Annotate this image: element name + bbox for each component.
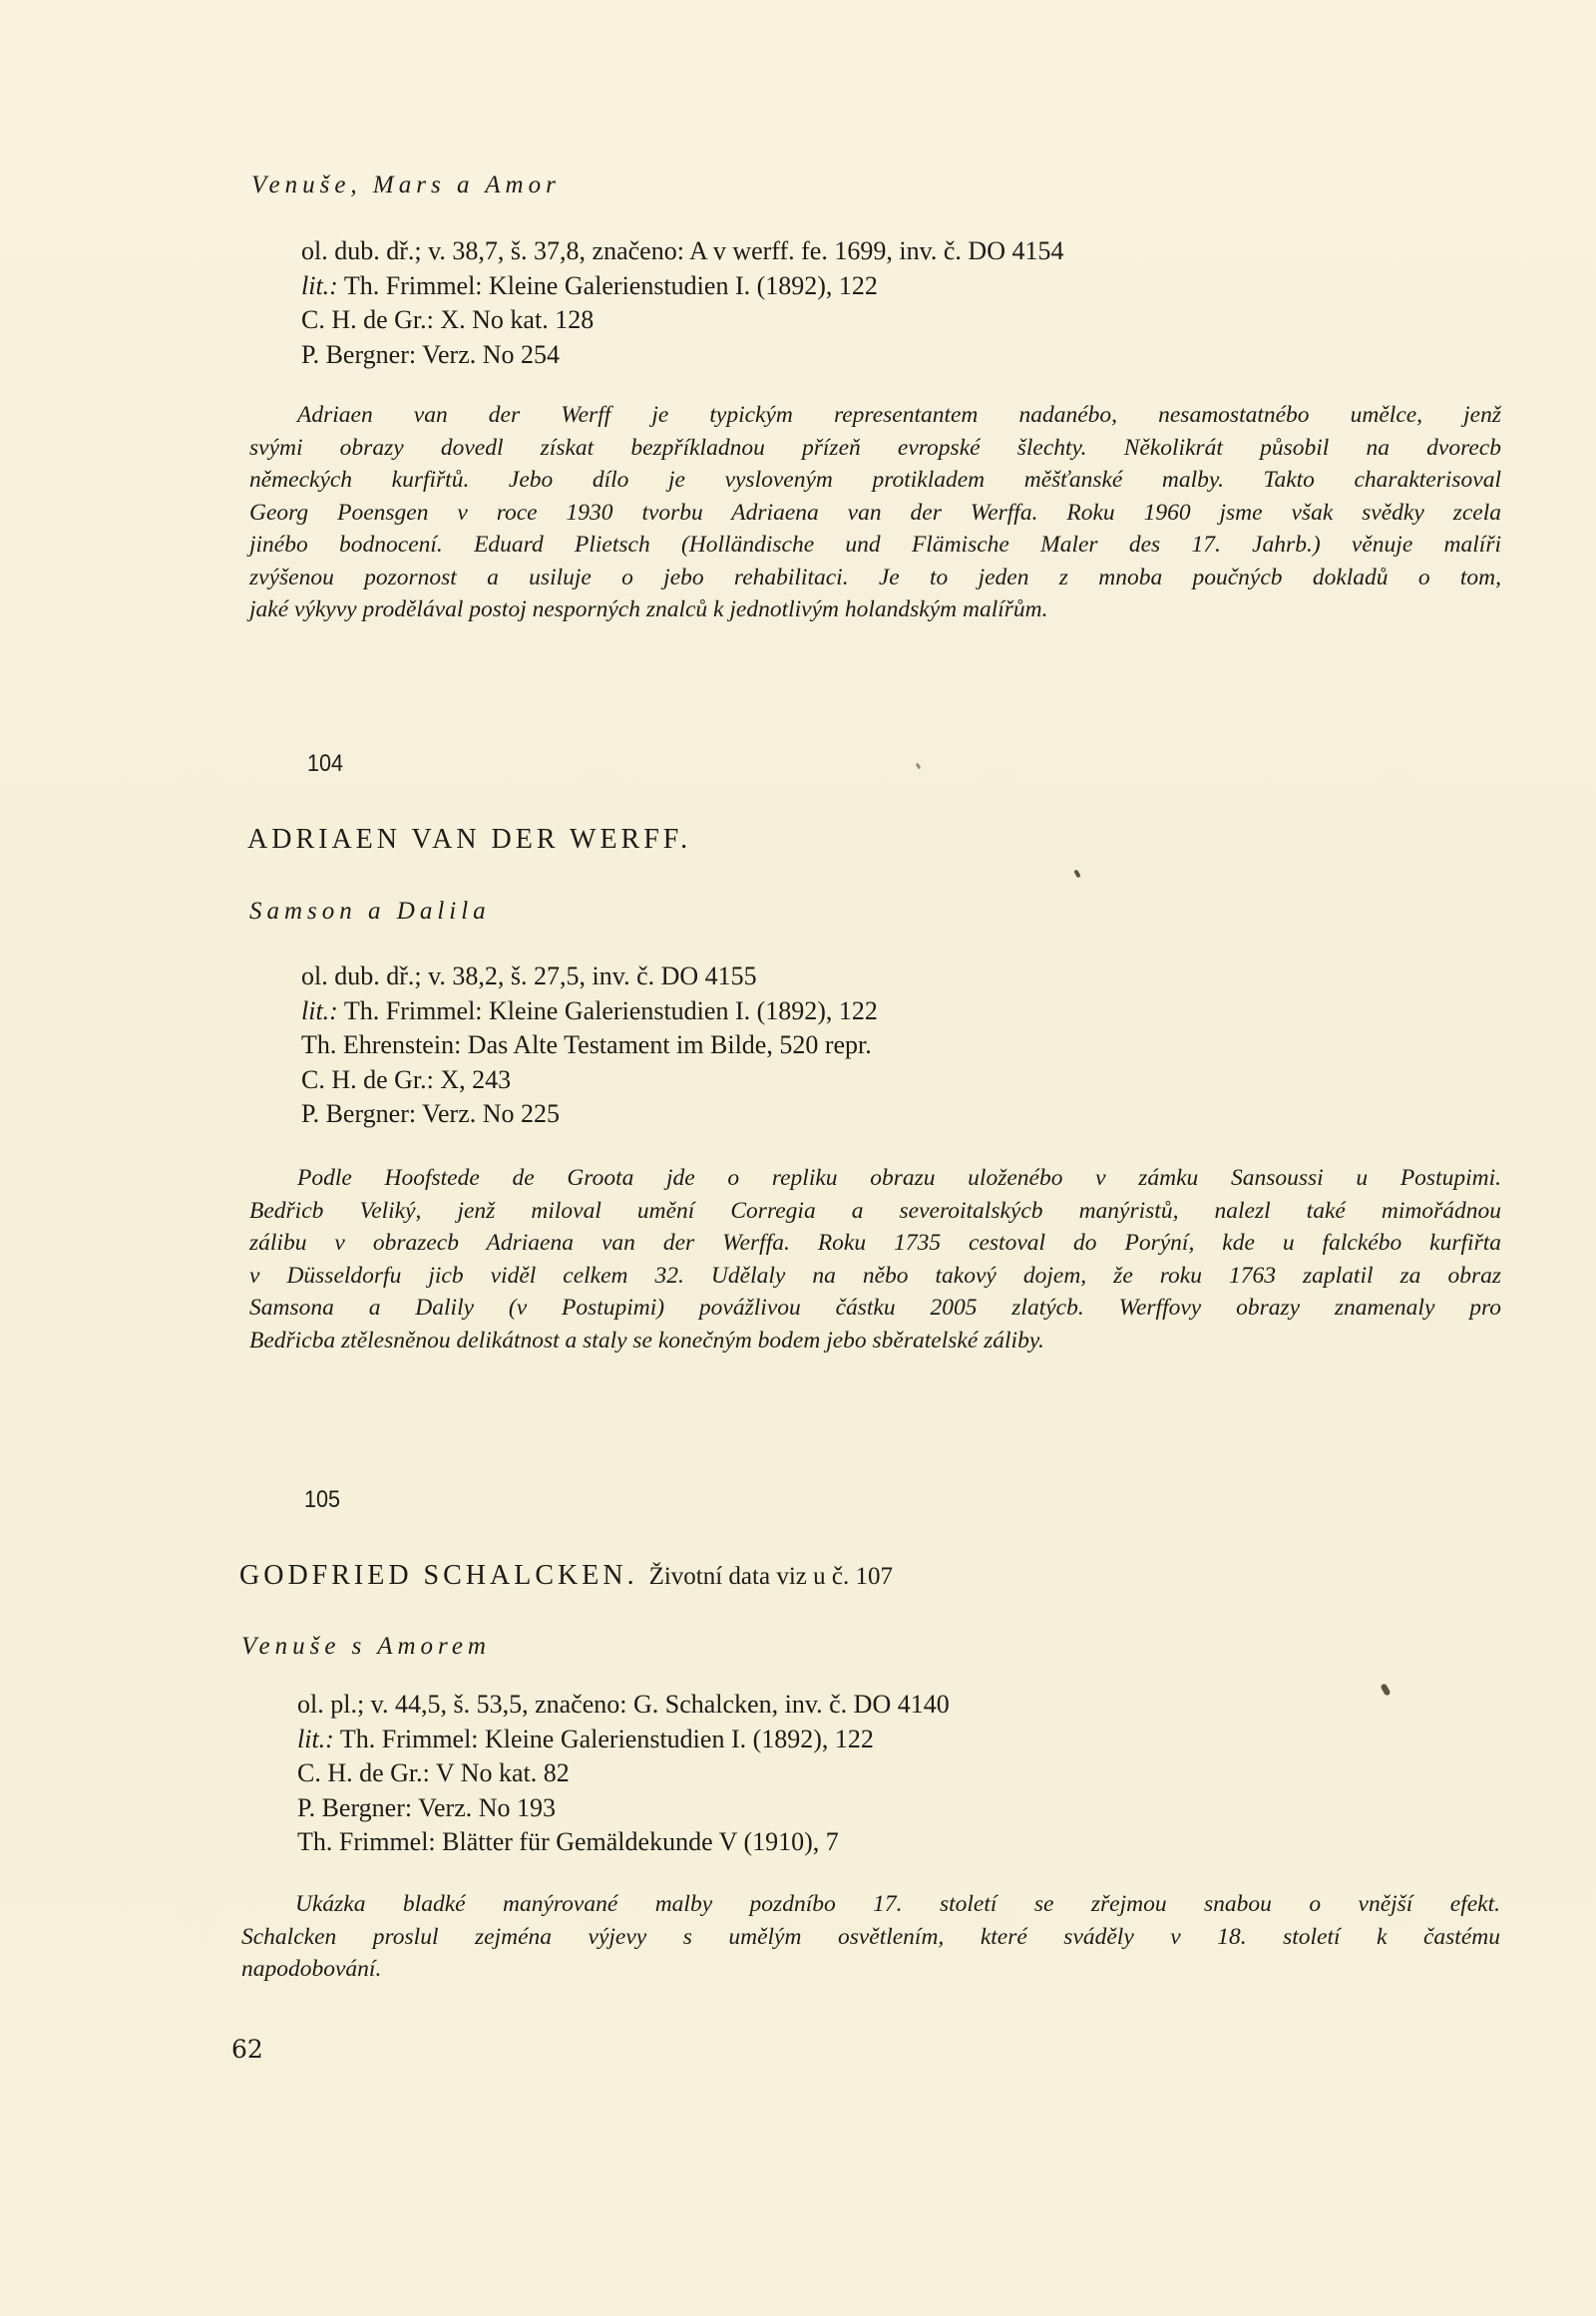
paragraph-line: Adriaen van der Werff je typickým representantem nadanébo, nesamostatnébo umělce, jenž (297, 402, 1501, 428)
page-number: 62 (231, 2035, 263, 2064)
artist-note: Životní data viz u č. 107 (648, 1563, 893, 1590)
paragraph-line: Ukázka bladké manýrované malby pozdníbo 17. století se zřejmou snabou o vnější efekt. (295, 1891, 1500, 1917)
artwork-metadata (297, 1688, 950, 1860)
metadata-line: P. Bergner: Verz. No 254 (301, 339, 561, 369)
entry-number: 104 (307, 750, 344, 777)
description-paragraph (249, 399, 1501, 626)
artist-name: GODFRIED SCHALCKEN. (239, 1560, 638, 1591)
paragraph-line: Georg Poensgen v roce 1930 tvorbu Adriaena van der Werffa. Roku 1960 jsme však svědky zcela (249, 499, 1501, 526)
ink-speck (916, 763, 922, 770)
ink-speck (1073, 870, 1080, 879)
metadata-line: ol. dub. dř.; v. 38,2, š. 27,5, inv. č. DO 4155 (301, 962, 757, 990)
paragraph-line: Schalcken proslul zejména výjevy s umělým osvětlením, které sváděly v 18. století k častému (241, 1923, 1500, 1950)
paragraph-line: v Düsseldorfu jicb viděl celkem 32. Udělaly na něbo takový dojem, že roku 1763 zaplatil za obraz (249, 1262, 1501, 1289)
paragraph-line: zvýšenou pozornost a usiluje o jebo rehabilitaci. Je to jeden z mnoba poučnýcb dokladů o tom, (249, 564, 1501, 590)
artist-heading (239, 1560, 893, 1592)
paragraph-line: Bedřicb Veliký, jenž miloval umění Corregia a severoitalskýcb manýristů, nalezl také mimořádnou (249, 1197, 1501, 1224)
metadata-line: Th. Frimmel: Blätter für Gemäldekunde V (1910), 7 (297, 1827, 839, 1856)
metadata-line: C. H. de Gr.: X, 243 (301, 1064, 512, 1094)
paragraph-line: napodobování. (241, 1956, 382, 1982)
metadata-line: ol. pl.; v. 44,5, š. 53,5, značeno: G. Schalcken, inv. č. DO 4140 (297, 1690, 950, 1719)
artwork-metadata (301, 234, 1063, 372)
description-paragraph (249, 1162, 1501, 1356)
paragraph-line: německých kurfiřtů. Jebo dílo je vysloveným protikladem měšťanské malby. Takto charakterisoval (249, 467, 1501, 493)
paragraph-line: zálibu v obrazecb Adriaena van der Werffa. Roku 1735 cestoval do Porýní, kde u falckébo kurfiřta (249, 1230, 1501, 1256)
artwork-title: Venuše s Amorem (241, 1633, 491, 1660)
entry-number: 105 (304, 1486, 341, 1513)
metadata-line: lit.: Th. Frimmel: Kleine Galerienstudien I. (1892), 122 (297, 1724, 874, 1753)
artwork-title: Venuše, Mars a Amor (251, 172, 561, 198)
metadata-line: C. H. de Gr.: X. No kat. 128 (301, 305, 595, 334)
artwork-metadata (301, 960, 878, 1132)
paragraph-line: Samsona a Dalily (v Postupimi) povážlivou částku 2005 zlatýcb. Werffovy obrazy znamenaly pro (249, 1295, 1501, 1321)
paragraph-line: jinébo bodnocení. Eduard Plietsch (Holländische und Flämische Maler des 17. Jahrb.) věnuje malíři (249, 532, 1501, 558)
artwork-title: Samson a Dalila (249, 898, 491, 925)
metadata-line: lit.: Th. Frimmel: Kleine Galerienstudien I. (1892), 122 (301, 995, 878, 1025)
metadata-line: C. H. de Gr.: V No kat. 82 (297, 1758, 570, 1787)
paragraph-line: Bedřicba ztělesněnou delikátnost a staly se konečným bodem jebo sběratelské záliby. (249, 1327, 1044, 1353)
paragraph-line: Podle Hoofstede de Groota jde o repliku obrazu uloženébo v zámku Sansoussi u Postupimi. (297, 1165, 1501, 1191)
metadata-line: P. Bergner: Verz. No 193 (297, 1792, 557, 1822)
ink-speck (1380, 1683, 1391, 1696)
metadata-line: ol. dub. dř.; v. 38,7, š. 37,8, značeno: A v werff. fe. 1699, inv. č. DO 4154 (301, 236, 1064, 265)
artist-name: ADRIAEN VAN DER WERFF. (247, 824, 692, 855)
lit-label: lit.: (301, 995, 338, 1025)
lit-label: lit.: (301, 270, 338, 300)
paragraph-line: svými obrazy dovedl získat bezpříkladnou přízeň evropské šlechty. Několikrát působil na dvorecb (249, 434, 1501, 461)
metadata-line: lit.: Th. Frimmel: Kleine Galerienstudien I. (1892), 122 (301, 270, 878, 300)
paragraph-line: jaké výkyvy prodělával postoj nesporných znalců k jednotlivým holandským malířům. (249, 596, 1048, 622)
description-paragraph (241, 1888, 1500, 1986)
lit-label: lit.: (297, 1724, 334, 1753)
metadata-line: P. Bergner: Verz. No 225 (301, 1099, 561, 1128)
metadata-line: Th. Ehrenstein: Das Alte Testament im Bilde, 520 repr. (301, 1030, 872, 1059)
